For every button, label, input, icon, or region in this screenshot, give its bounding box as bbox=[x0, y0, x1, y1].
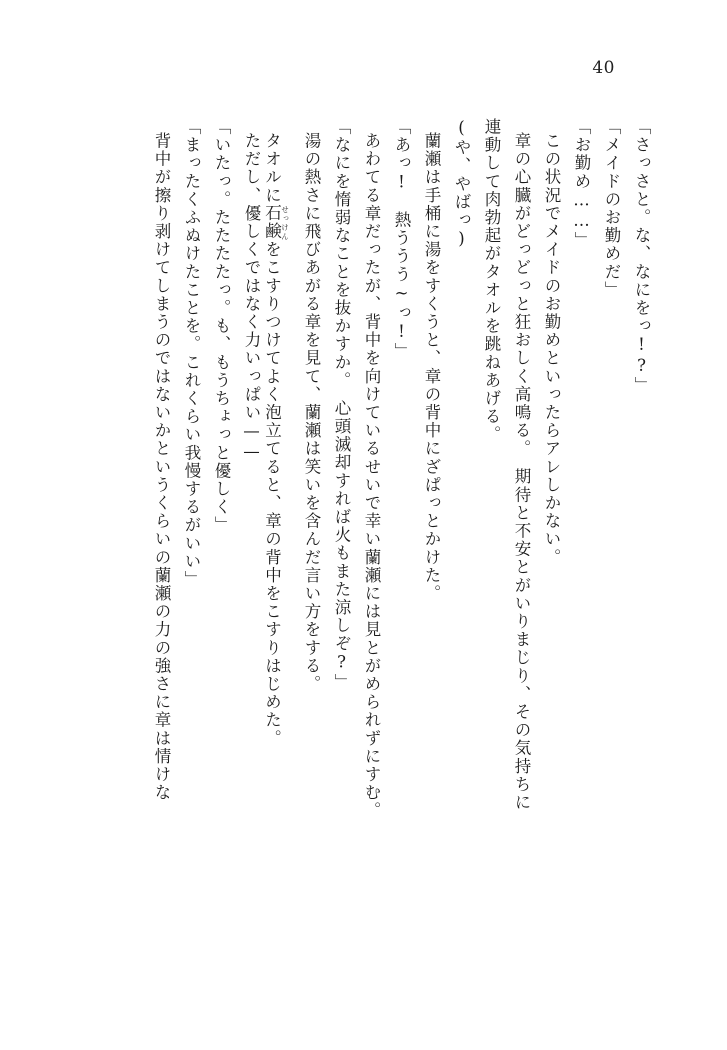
text-column: 「なにを惰弱なことを抜かすか。 心頭滅却すれば火もまた涼しぞ?」 bbox=[332, 118, 351, 692]
text-column: 「お勤め……」 bbox=[572, 118, 591, 250]
text-column: 「さっさと。な、なにをっ!?」 bbox=[632, 118, 651, 395]
text-column: 「いたっ。たたたたっ。も、もうちょっと優しく」 bbox=[212, 118, 231, 535]
text-column: 「あっ! 熱ううう~っ!」 bbox=[392, 118, 411, 361]
text-column: 「メイドのお勤めだ」 bbox=[602, 118, 621, 299]
text-column-with-ruby: タオルに石鹸 せっけんをこすりつけてよく泡立てると、章の背中をこすりはじめた。 bbox=[262, 132, 290, 748]
text-column: あわてる章だったが、背中を向けているせいで幸い蘭瀬には見とがめられずにすむ。 bbox=[362, 132, 381, 820]
text-column: 蘭瀬は手桶に湯をすくうと、章の背中にざぱっとかけた。 bbox=[422, 132, 441, 603]
body-text-columns bbox=[78, 118, 649, 958]
text-column: 「まったくふぬけたことを。これくらい我慢するがいい」 bbox=[182, 118, 201, 589]
text-column: 背中が擦り剥けてしまうのではないかというくらいの蘭瀬の力の強さに章は情けな bbox=[152, 132, 171, 802]
page-number: 40 bbox=[592, 58, 615, 78]
text-column: この状況でメイドのお勤めといったらアレしかない。 bbox=[542, 132, 561, 567]
text-column: 湯の熱さに飛びあがる章を見て、蘭瀬は笑いを含んだ言い方をする。 bbox=[302, 132, 321, 694]
text-column: 連動して肉勃起がタオルを跳ねあげる。 bbox=[482, 118, 501, 444]
text-column: 章の心臓がどっどっと狂おしく高鳴る。 期待と不安とがいりまじり、その気持ちに bbox=[512, 132, 531, 812]
text-column: (や、やばっ) bbox=[452, 118, 471, 250]
text-column: ただし、優しくではなく力いっぱい—— bbox=[242, 132, 261, 463]
